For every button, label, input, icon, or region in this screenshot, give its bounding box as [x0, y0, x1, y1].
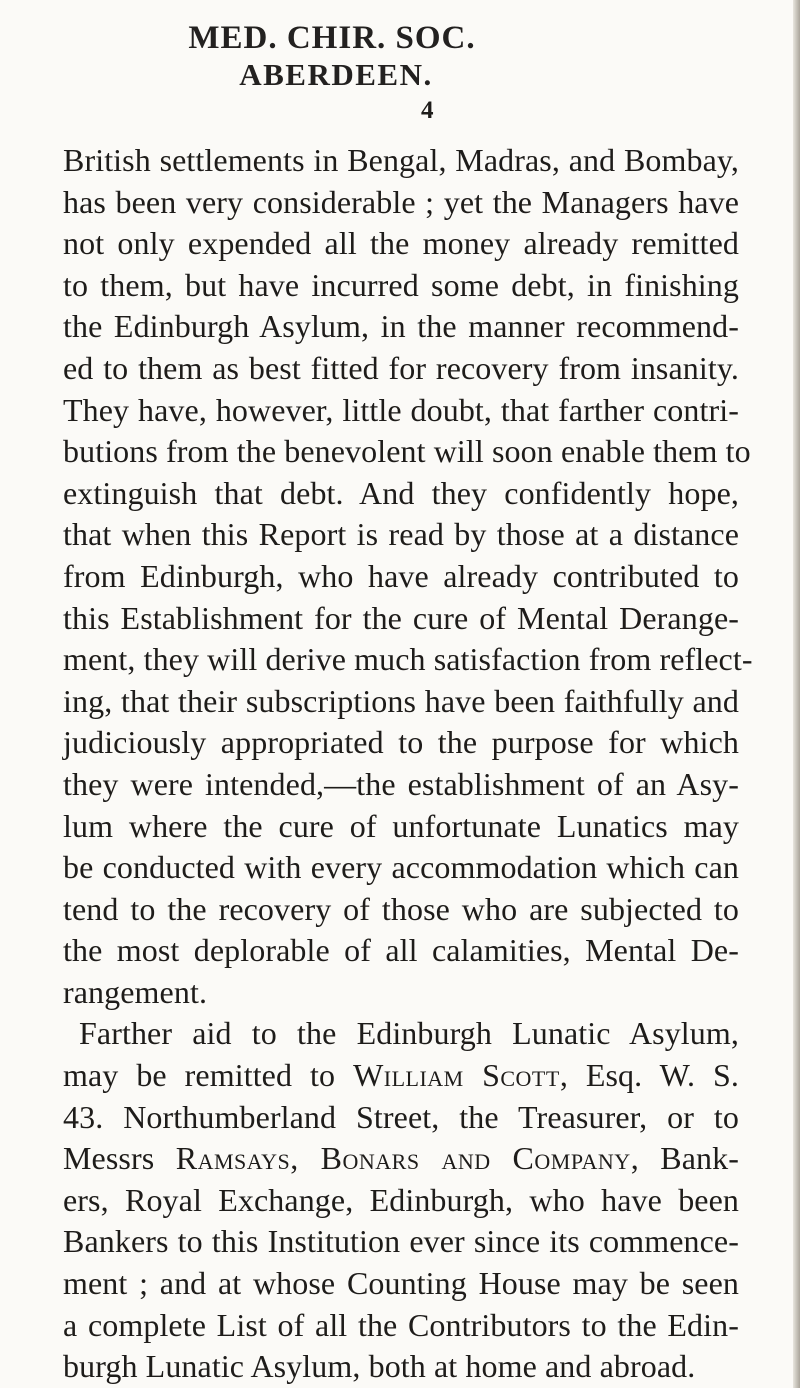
body-text	[63, 140, 753, 1388]
text-line: be conducted with every accommodation which can	[63, 849, 739, 886]
bankers-name: Ramsays, Bonars and Company	[175, 1140, 631, 1177]
paragraph-2-line-1: Farther aid to the Edinburgh Lunatic Asylum,	[79, 1015, 739, 1052]
text-line: British settlements in Bengal, Madras, and Bombay,	[63, 142, 739, 178]
text-line: this Establishment for the cure of Mental Derange-	[63, 599, 739, 636]
paragraph-2-line-6: Bankers to this Institution ever since its commence-	[63, 1223, 739, 1260]
text-line: ment, they will derive much satisfaction from reflect-	[63, 641, 753, 678]
text-line: extinguish that debt. And they confidently hope,	[63, 474, 739, 511]
text-line: has been very considerable ; yet the Managers have	[63, 183, 739, 220]
paragraph-2-line-3: 43. Northumberland Street, the Treasurer, or to	[63, 1098, 739, 1135]
treasurer-name: William Scott	[353, 1057, 560, 1094]
text-line: butions from the benevolent will soon enable them to	[63, 433, 751, 470]
text-line: from Edinburgh, who have already contributed to	[63, 557, 739, 594]
text-line: ing, that their subscriptions have been faithfully and	[63, 682, 739, 719]
text-run: , Esq. W. S.	[559, 1057, 740, 1094]
text-line: that when this Report is read by those at a distance	[63, 516, 739, 553]
library-stamp	[186, 22, 486, 90]
paragraph-2-line-8: a complete List of all the Contributors to the Edin-	[63, 1306, 739, 1343]
paragraph-2-line-7: ment ; and at whose Counting House may be seen	[63, 1265, 739, 1302]
text-line: ed to them as best fitted for recovery from insanity.	[63, 349, 739, 386]
paragraph-2-line-2	[63, 1055, 739, 1097]
text-line: tend to the recovery of those who are subjected to	[63, 890, 739, 927]
text-run: Messrs	[63, 1140, 176, 1177]
text-line: the Edinburgh Asylum, in the manner recommend-	[63, 308, 739, 345]
text-line: the most deplorable of all calamities, Mental De-	[63, 932, 739, 969]
text-line: rangement.	[63, 973, 208, 1010]
paragraph-2-line-5: ers, Royal Exchange, Edinburgh, who have been	[63, 1181, 739, 1218]
text-line: to them, but have incurred some debt, in finishing	[63, 266, 739, 303]
text-run: may be remitted to	[63, 1057, 354, 1094]
page-edge-shadow	[793, 0, 800, 1388]
paragraph-2-line-4	[63, 1138, 739, 1180]
paragraph-2-line-9: burgh Lunatic Asylum, both at home and abroad.	[63, 1348, 696, 1385]
text-run: , Bank-	[630, 1140, 739, 1177]
text-line: lum where the cure of unfortunate Lunatics may	[63, 807, 739, 844]
stamp-line-1: MED. CHIR. SOC.	[188, 20, 476, 56]
text-line: not only expended all the money already remitted	[63, 225, 739, 262]
text-line: They have, however, little doubt, that farther contri-	[63, 391, 739, 428]
text-line: they were intended,—the establishment of an Asy-	[63, 765, 739, 802]
stamp-line-2: ABERDEEN.	[239, 57, 433, 92]
text-line: judiciously appropriated to the purpose for which	[63, 724, 739, 761]
page-number: 4	[421, 97, 434, 124]
